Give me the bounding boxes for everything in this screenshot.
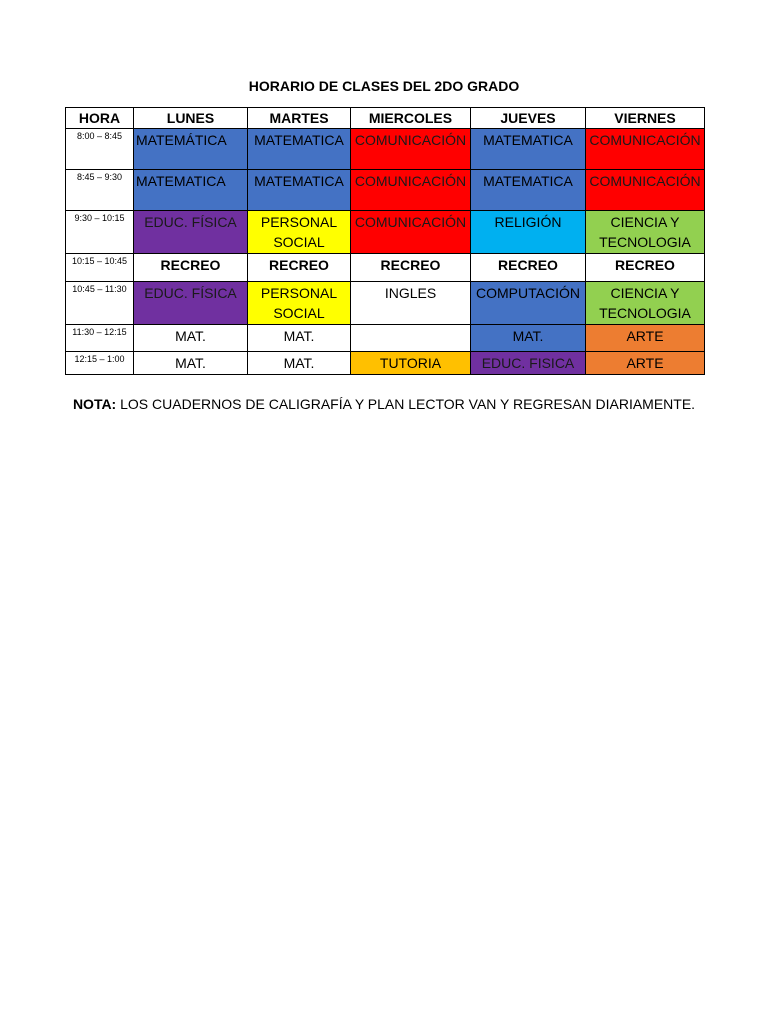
table-row (66, 352, 705, 375)
class-cell: MAT. (134, 352, 248, 375)
header-row (66, 108, 705, 129)
column-header-lunes: LUNES (134, 108, 248, 129)
class-cell: EDUC. FISICA (471, 352, 586, 375)
class-cell: COMPUTACIÓN (471, 282, 586, 325)
class-cell: PERSONAL SOCIAL (248, 282, 351, 325)
class-cell: COMUNICACIÓN (351, 129, 471, 170)
class-cell: RECREO (134, 254, 248, 282)
time-cell: 11:30 – 12:15 (66, 325, 134, 352)
note-text: LOS CUADERNOS DE CALIGRAFÍA Y PLAN LECTOR VAN Y REGRESAN DIARIAMENTE. (116, 396, 696, 412)
table-row (66, 211, 705, 254)
class-cell: MATEMATICA (471, 170, 586, 211)
class-cell: COMUNICACIÓN (351, 211, 471, 254)
time-cell: 8:00 – 8:45 (66, 129, 134, 170)
class-cell (351, 325, 471, 352)
class-cell: EDUC. FÍSICA (134, 211, 248, 254)
class-cell: MAT. (248, 325, 351, 352)
class-cell: MAT. (471, 325, 586, 352)
class-cell: MATEMATICA (471, 129, 586, 170)
class-cell: INGLES (351, 282, 471, 325)
column-header-jueves: JUEVES (471, 108, 586, 129)
class-cell: COMUNICACIÓN (586, 170, 705, 211)
table-row (66, 170, 705, 211)
class-cell: RELIGIÓN (471, 211, 586, 254)
time-cell: 12:15 – 1:00 (66, 352, 134, 375)
class-cell: TUTORIA (351, 352, 471, 375)
class-cell: ARTE (586, 352, 705, 375)
column-header-miercoles: MIERCOLES (351, 108, 471, 129)
class-cell: PERSONAL SOCIAL (248, 211, 351, 254)
page-title: HORARIO DE CLASES DEL 2DO GRADO (248, 78, 520, 94)
column-header-martes: MARTES (248, 108, 351, 129)
column-header-hora: HORA (66, 108, 134, 129)
table-row (66, 129, 705, 170)
class-cell: RECREO (351, 254, 471, 282)
class-cell: COMUNICACIÓN (586, 129, 705, 170)
note-paragraph (0, 396, 768, 412)
class-cell: COMUNICACIÓN (351, 170, 471, 211)
class-cell: MAT. (134, 325, 248, 352)
class-cell: RECREO (586, 254, 705, 282)
table-row (66, 254, 705, 282)
table-row (66, 282, 705, 325)
class-cell: CIENCIA Y TECNOLOGIA (586, 282, 705, 325)
class-cell: EDUC. FÍSICA (134, 282, 248, 325)
schedule-table (65, 107, 705, 375)
column-header-viernes: VIERNES (586, 108, 705, 129)
time-cell: 9:30 – 10:15 (66, 211, 134, 254)
time-cell: 10:15 – 10:45 (66, 254, 134, 282)
class-cell: RECREO (471, 254, 586, 282)
class-cell: ARTE (586, 325, 705, 352)
class-cell: MATEMATICA (248, 129, 351, 170)
note-label: NOTA: (72, 396, 117, 412)
class-cell: CIENCIA Y TECNOLOGIA (586, 211, 705, 254)
table-row (66, 325, 705, 352)
class-cell: RECREO (248, 254, 351, 282)
time-cell: 8:45 – 9:30 (66, 170, 134, 211)
class-cell: MATEMATICA (134, 170, 248, 211)
class-cell: MATEMATICA (248, 170, 351, 211)
class-cell: MATEMÁTICA (134, 129, 248, 170)
time-cell: 10:45 – 11:30 (66, 282, 134, 325)
class-cell: MAT. (248, 352, 351, 375)
